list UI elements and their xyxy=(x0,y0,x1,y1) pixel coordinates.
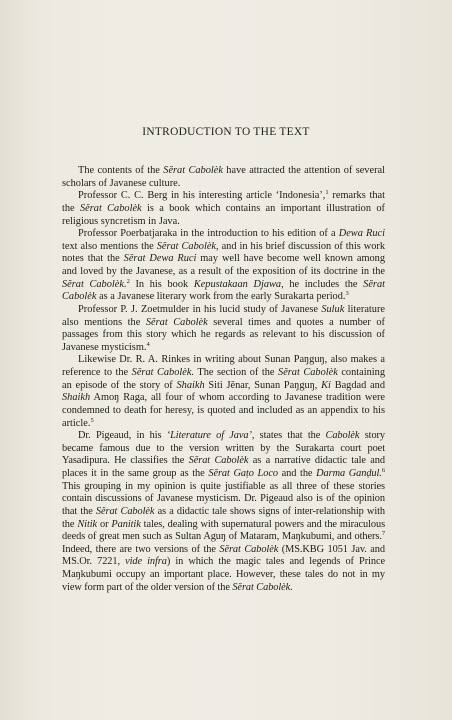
text-run: and the xyxy=(277,468,317,479)
text-run: remarks that the xyxy=(62,190,385,214)
italic-text: Sĕrat Cabolèk xyxy=(62,278,385,303)
italic-text: Dewa Ruci xyxy=(338,228,385,240)
italic-text: Sĕrat Cabolèk xyxy=(163,165,223,176)
italic-text: Panitik xyxy=(111,518,141,530)
body-text xyxy=(62,165,385,594)
text-run: is a book which contains an important illustration of religious syncretism in Java. xyxy=(62,202,385,227)
italic-text: Darma Ganḍul. xyxy=(316,468,382,479)
italic-text: Nitik xyxy=(77,518,98,530)
italic-text: Sĕrat Cabolèk. xyxy=(232,581,293,593)
text-run: tales, dealing with supernatural powers and the miraculous deeds of great men such as Sultan Aguŋ of Mataram, Maŋkubumi, and others. xyxy=(62,518,386,543)
footnote-marker: 4 xyxy=(146,340,150,348)
text-run: (MS.KBG 1051 Jav. and MS.Or. 7221, xyxy=(62,543,385,568)
paragraph-1 xyxy=(62,165,385,190)
text-run: Bagdad and xyxy=(330,379,385,391)
paragraph-2 xyxy=(62,190,385,228)
footnote-marker: 2 xyxy=(126,277,130,285)
italic-text: Sĕrat Cabolèk. xyxy=(131,367,195,378)
text-run: Dr. Pigeaud, in his xyxy=(78,430,167,442)
text-run: story became famous due to the version written by the Surakarta court poet Yasadipura. He classifies the xyxy=(62,430,385,467)
italic-text: Sĕrat Cabolèk xyxy=(188,455,249,467)
italic-text: Sĕrat Cabolèk xyxy=(219,543,279,555)
chapter-heading: INTRODUCTION TO THE TEXT xyxy=(142,126,310,138)
text-run: Professor P. J. Zoetmulder in his lucid study of Javanese xyxy=(78,303,322,315)
text-run: and in his brief discussion of this work notes that the xyxy=(62,240,386,265)
text-run: he includes the xyxy=(283,278,364,290)
footnote-marker: 6 xyxy=(381,467,385,474)
text-run: Amoŋ Raga, all four of whom according to Javanese tradition were condemned to death for heresy, is quoted and included as an appendix to his article. xyxy=(62,392,385,429)
italic-text: Shaikh xyxy=(176,379,205,391)
paragraph-3 xyxy=(62,228,385,304)
italic-text: Sĕrat Cabolèk, xyxy=(156,240,219,252)
text-run: Indeed, there are two versions of the xyxy=(62,543,220,555)
footnote-marker: 7 xyxy=(381,530,385,538)
italic-text: Sĕrat Cabolèk. xyxy=(62,278,127,290)
italic-text: Sĕrat Cabolèk xyxy=(95,505,155,517)
footnote-marker: 1 xyxy=(325,189,329,197)
text-run: ) in which the magic tales and legends of Prince Maŋkubumi occupy an important place. However, these tales do not in my view form part of the older version of the xyxy=(62,556,385,593)
italic-text: ‘Literature of Java’, xyxy=(166,430,255,442)
italic-text: Ki xyxy=(321,379,331,391)
paragraph-6 xyxy=(62,430,385,594)
text-run: as a Javanese literary work from the early Surakarta period. xyxy=(96,291,346,303)
paragraph-4 xyxy=(62,304,385,355)
text-run: The section of the xyxy=(194,367,279,378)
italic-text: Sĕrat Dewa Ruci xyxy=(123,253,197,265)
italic-text: vide infra xyxy=(125,556,167,568)
text-run: This grouping in my opinion is quite justifiable as all three of these stories contain discussions of Javanese mysticism. Dr. Pigeaud also is of the opinion that the xyxy=(62,480,385,517)
footnote-marker: 5 xyxy=(90,416,94,424)
italic-text: Cabolèk xyxy=(325,430,360,442)
text-run: states that the xyxy=(254,430,326,442)
italic-text: Shaikh xyxy=(62,392,91,404)
italic-text: Sĕrat Cabolèk xyxy=(145,316,208,328)
text-run: Professor Poerbatjaraka in the introduction to his edition of a xyxy=(78,228,339,240)
text-run: The contents of the xyxy=(78,165,164,176)
italic-text: Kepustakaan Djawa, xyxy=(193,278,284,290)
italic-text: Sĕrat Cabolèk xyxy=(278,367,338,378)
text-run: literature also mentions the xyxy=(62,303,386,328)
text-run: as a narrative didactic tale and places it in the same group as the xyxy=(62,455,385,479)
text-run: containing an episode of the story of xyxy=(62,367,385,391)
paragraph-5 xyxy=(62,354,385,430)
text-run: Siti Jĕnar, Sunan Paŋguŋ, xyxy=(204,379,322,391)
text-run: text also mentions the xyxy=(62,240,157,252)
italic-text: Sĕrat Gaṭo Loco xyxy=(208,468,278,479)
text-run: Professor C. C. Berg in his interesting article ‘Indonesia’, xyxy=(78,190,326,202)
text-run: as a didactic tale shows signs of inter-relationship with the xyxy=(62,505,385,530)
text-run: several times and quotes a number of passages from this story which he regards as relevant to his discussion of Javanese mysticism. xyxy=(62,316,386,353)
text-run: Likewise Dr. R. A. Rinkes in writing about Sunan Paŋguŋ, also makes a reference to the xyxy=(62,354,385,378)
italic-text: Sĕrat Cabolèk xyxy=(79,202,142,214)
text-run: may well have become well known among and loved by the Javanese, as a result of the exposition of its doctrine in the xyxy=(62,253,385,277)
text-run: have attracted the attention of several scholars of Javanese culture. xyxy=(62,165,385,189)
italic-text: Suluk xyxy=(321,303,345,315)
text-run: In his book xyxy=(129,278,194,290)
footnote-marker: 3 xyxy=(345,290,349,298)
text-run: or xyxy=(97,518,112,530)
